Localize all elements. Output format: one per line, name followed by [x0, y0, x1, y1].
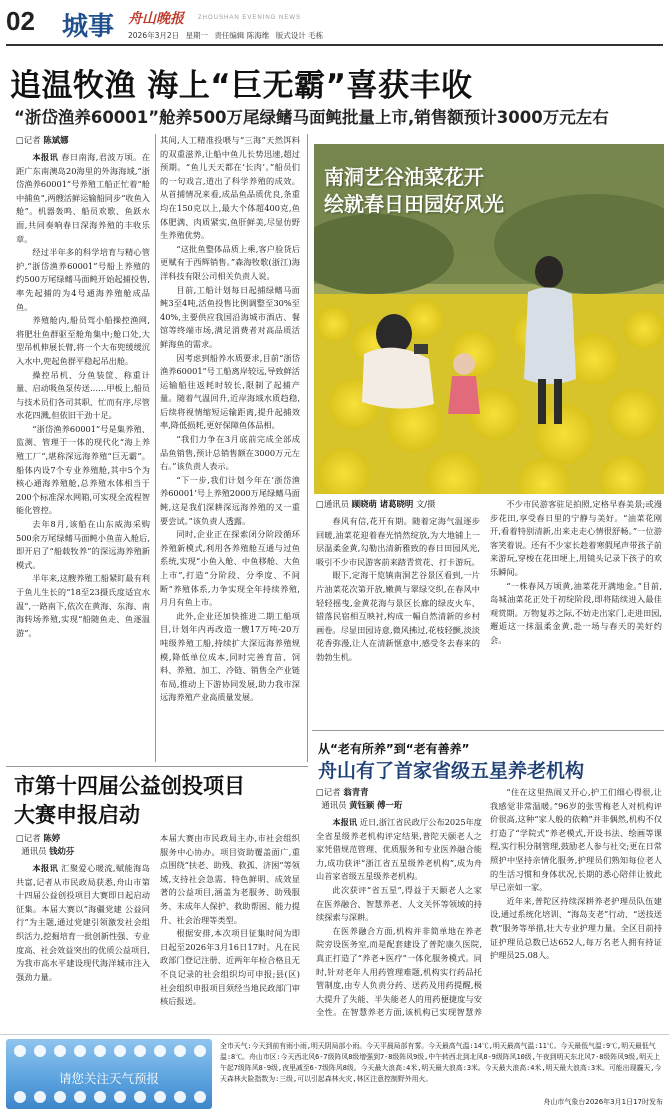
lead-paragraph: 因考虑到船养水质要求,目前“浙岱渔养60001”号工船离岸较远,导致鲜活运输船往返耗时较长,限制了起捕产量。随着气温回升,近岸海域水质趋稳,后续将视情缩短运输距离,提升起捕效率,降低损耗,更好保障鱼体品相。	[160, 352, 300, 431]
page-number: 02	[6, 6, 35, 36]
lead-subhead: “浙岱渔养60001”舱养500万尾绿鳍马面鲀批量上市,销售额预计3000万元左右	[14, 108, 609, 127]
newspaper-logo-en: ZHOUSHAN EVENING NEWS	[198, 15, 302, 21]
charity-paragraph: 本报讯 汇聚爱心暖流,赋能海岛共富,记者从市民政局获悉,舟山市第十四届公益创投项目大赛即日起启动征集。本届大赛以“海疆党建 公益同行”为主题,通过党建引领激发社会组织活力,挖掘培育一批创新性强、专业度高、社会效益突出的优质公益项目,为我市高水平建设现代海洋城市注入强劲力量。	[16, 863, 150, 982]
lead-article-col2	[160, 134, 300, 764]
photo-story-byline: □通讯员 顾晓萌 诸葛晓明 文/摄	[316, 499, 436, 509]
lead-paragraph: 同时,企业正在探索闭分阶段循环养殖新模式,利用各养殖舱互通与过鱼系统,实现“小鱼入舱、中鱼移舱、大鱼上市”,打造“分阶段、分季度、不间断”养殖体系,力争实现全年持续养殖,月月有鱼上市。	[160, 529, 300, 608]
lead-paragraph: “这批鱼整体品质上乘,客户验货后更赋有于西辉销售。”森海牧歌(浙江)海洋科技有限公司相关负责人说。	[160, 243, 300, 281]
lead-headline: 追温牧渔 海上“巨无霸”喜获丰收	[10, 68, 473, 104]
lead-paragraph: 去年8月,该船在山东威海采购500余万尾绿鳍马面鲀小鱼苗入舱后,即开启了“船载牧养”的深远海养殖新模式。	[16, 519, 150, 570]
page-header	[6, 4, 663, 46]
issue-weekday: 星期一	[185, 31, 209, 40]
section-divider	[312, 730, 664, 731]
elderly-paragraph: 本报讯 近日,浙江省民政厅公布2025年度全省星级养老机构评定结果,普陀天颐老人之家凭借规范管理、优质服务和专业医养融合能力,成功获评“浙江省五星级养老机构”,成为舟山首家省级五星级养老机构。	[316, 817, 482, 882]
weather-banner	[6, 1039, 212, 1109]
issue-editor: 责任编辑 陈海维	[214, 31, 270, 40]
photo-story-title: 南洞艺谷油菜花开 绘就春日田园好风光	[324, 165, 504, 216]
lead-paragraph: 养殖舱内,船员驾小船操控渔网,将肥壮鱼群驱至舱角集中;舱口处,大型吊机伸展长臂,将一个大布兜缓缓沉入水中,兜起鱼群平稳起吊出舱。	[16, 315, 150, 366]
elderly-col1	[316, 786, 482, 1022]
elderly-paragraph: 近年来,普陀区持续深耕养老护理员队伍建设,通过系统化培训、“海岛支老”行动、“送技送教”服务等举措,壮大专业护理力量。全区目前持证护理员总数已达652人,每万名老人拥有持证护理员25.08人。	[490, 895, 662, 961]
charity-byline: □记者 陈婷 通讯员 钱幼芬	[16, 833, 75, 856]
weather-banner-text: 请您关注天气预报	[58, 1071, 159, 1086]
lead-paragraph: “我们力争在3月底前完成全部成品鱼销售,预计总销售额在3000万元左右。”该负责人表示。	[160, 434, 300, 472]
weather-footer	[0, 1034, 669, 1114]
elderly-col2	[490, 786, 662, 1022]
charity-paragraph: 本届大赛由市民政局主办,市社会组织服务中心协办。项目资助覆盖面广,重点围绕“扶老、助残、救孤、济困”等领域,支持社会急需、特色鲜明、成效显著的公益项目,涵盖为老服务、助残服务、未成年人保护、救助帮困、能力提升、社会治理等类型。	[160, 833, 300, 925]
elderly-kicker: 从“老有所养”到“老有善养”	[318, 742, 470, 756]
lead-paragraph: 其间,人工精准投喂与“三海”天然饵料的双重滋养,让船中鱼儿长势迅速,超过预期。“鱼儿天天都在‘长肉’。”船员们的一句戏言,道出了科学养殖的成效。从首捕情况来看,成品鱼品质优良,条重均在150克以上,最大个体超400克,鱼体肥满、肉质紧实,鱼肝鲜美,尽显仿野生养殖优势。	[160, 135, 300, 241]
lead-paragraph: 操控吊机、分鱼装筐、称重计量、启动吸鱼泵传送……甲板上,船员与技术员们各司其职、忙而有序,尽管水花四溅,但依旧干劲十足。	[16, 369, 150, 421]
lead-paragraph: 本报讯 春日南海,君波万顷。在距广东南澳岛20海里的外海海域,“浙岱渔养60001”号养殖工船正忙着“舱中捕鱼”,两艘活鲜运输船同步“收鱼入舱”。机器轰鸣、船员欢歌、鱼跃水面,共同奏响春日深海养殖的丰收乐章。	[16, 152, 150, 244]
lead-byline: □记者 陈斌娜	[16, 135, 69, 145]
elderly-paragraph: 在医养融合方面,机构并非简单地在养老院旁设医务室,而是配套建设了普陀康久医院,真正打造了“养老+医疗”一体化服务模式。同时,针对老年人用药管理难题,机构实行药品托管制度,由专人负责分药、送药及用药提醒,极大提升了失能、半失能老人的用药便捷度与安全性。在智慧养老方面,该机构已实现智慧养	[316, 925, 482, 1018]
lead-paragraph: 目前,工船计划每日起捕绿鳍马面鲀3至4吨,活鱼投售比例调整至30%至40%,主要供应我国沿海城市酒店、餐馆等终端市场,满足消费者对高品质活鲜海鱼的需求。	[160, 284, 300, 349]
issue-date: 2026年3月2日	[128, 31, 180, 40]
weather-issuer: 舟山市气象台2026年3月1日17时发布	[543, 1098, 663, 1106]
elderly-byline: □记者 翁青青 通讯员 黄钰颖 傅一珩	[316, 787, 403, 810]
lead-paragraph: “下一步,我们计划今年在‘浙岱渔养60001’号上养殖2000万尾绿鳍马面鲀,这是我们深耕深远海养殖的又一重要尝试。”该负责人透露。	[160, 474, 300, 526]
photo-story-col1	[316, 498, 480, 723]
photo-story-paragraph: “一株春风万顷黄,油菜花开满地金。”目前,岛城油菜花正处于初绽阶段,即将陆续进入最佳观赏期。万物复苏之际,不妨走出家门,走进田园,邂逅这一抹温柔金黄,赴一场与春天的美好约会。	[490, 580, 662, 645]
weather-forecast-text: 全市天气:今天到前有雨小雨,明天阴局部小雨。今天平晨局部有雾。今天最高气温:14℃,明天最高气温:11℃。今天最低气温:9℃,明天最低气温:8℃。舟山市区:今天西北风6-7级阵风8级增强到7-8级阵风9级,中午转西北到北风8-9级阵风10级,午夜到明天东北风7-8级阵风9级,明天上午起7级阵风8-9级,夜里减至6-7级阵风8级。今天最大浪高:4米,明天最大浪高:3米。今天最大浪高:4米,明天最大浪高:3米。可能出现霾天,今天森林火险指数为:三级,可以引起森林火灾,林区注意控制野外用火。	[220, 1042, 662, 1083]
photo-rapeseed-field	[314, 144, 664, 494]
photo-story-paragraph: 春风有信,花开有期。随着定海气温逐步回暖,油菜花迎着春光悄然绽放,为大地铺上一层温柔金黄,勾勒出清新雅致的春日田园风光,吸引不少市民游客前来踏青赏花、打卡游玩。	[316, 516, 480, 567]
photo-story-paragraph: 眼下,定海干览镇南洞艺谷景区看到,一片片油菜花次第开放,嫩黄与翠绿交织,在春风中轻轻摇曳,金黄花海与景区长廊的绿皮火车、错落民宿相互映衬,构成一幅自然清新的乡村画卷。尽显田园诗意,微风拂过,花枝轻颤,淡淡花香弥漫,让人在清新惬意中,感受冬去春来的勃勃生机。	[316, 570, 480, 662]
lead-paragraph: “浙岱渔养60001”号是集养殖、监测、管理于一体的现代化“海上养殖工厂”,堪称深远海养殖“巨无霸”。船体内设7个专业养殖舱,其中5个为核心通海养殖舱,总养殖水体相当于200个标准深水网箱,可实现全流程智能化管控。	[16, 423, 150, 516]
photo-story-paragraph: 不少市民游客驻足拍照,定格早春美景;或漫步花田,享受春日里的宁静与美好。“油菜花刚开,看着特别清新,出来走走心情很舒畅。”一位游客笑着说。还有不少家长趁着寒假尾声带孩子前来游玩,穿梭在花田埂上,用镜头记录下孩子的欢乐瞬间。	[490, 499, 662, 577]
issue-designer: 版式设计 毛栋	[275, 31, 324, 40]
newspaper-logo: 舟山晚报	[128, 11, 184, 27]
charity-col1	[16, 832, 150, 1028]
elderly-paragraph: “住在这里热闹又开心,护工们细心得很,让我感觉非常温暖。”96岁的张雪梅老人对机构评价很高,这种“家人般的依赖”并非偶然,机构不仅打造了“学院式”养老模式,开设书法、绘画等课程,实行积分制管理,鼓励老人参与社交;更在日常照护中坚持亲情化服务,护理员们熟知每位老人的生活习惯和身体状况,长期的悉心陪伴让彼此早已亲如一家。	[490, 787, 662, 893]
charity-title: 市第十四届公益创投项目 大赛申报启动	[14, 774, 245, 827]
column-divider	[307, 134, 308, 762]
lead-paragraph: 半年来,这艘养殖工船紧盯最有利于鱼儿生长的“18至23摄氏度适宜水温”,一路南下,依次在黄海、东海、南海转场养殖,实现“船随鱼走、鱼逐温游”。	[16, 573, 150, 638]
charity-paragraph: 根据安排,本次项目征集时间为即日起至2026年3月16日17时。凡在民政部门登记注册、近两年年检合格且无不良记录的社会组织均可申报;县(区)社会组织申报项目须经当地民政部门审核后报送。	[160, 928, 300, 1007]
photo-story-col2	[490, 498, 662, 723]
elderly-paragraph: 此次获评“省五星”,得益于天颐老人之家在医养融合、智慧养老、人文关怀等领域的持续探索与深耕。	[316, 884, 482, 923]
issue-meta	[128, 30, 327, 41]
section-divider	[6, 766, 308, 767]
lead-paragraph: 此外,企业还加快推进二期工船项目,计划年内再改造一艘17万吨-20万吨级养殖工船,持续扩大深远海养殖规模,降低单位成本,同时完善育苗、饲料、养殖、加工、冷链、销售全产业链布局,推动上下游协同发展,助力我市深远海养殖产业高质量发展。	[160, 610, 300, 703]
section-title: 城事	[62, 12, 115, 42]
lead-paragraph: 经过半年多的科学培育与精心管护,“浙岱渔养60001”号船上养殖的约500万尾绿鳍马面鲀开始起捕投售,率先起捕的为4号通海养殖舱成品鱼。	[16, 247, 150, 312]
column-divider	[155, 134, 156, 762]
charity-col2	[160, 832, 300, 1028]
elderly-title: 舟山有了首家省级五星养老机构	[318, 760, 585, 782]
lead-article-col1	[16, 134, 150, 764]
